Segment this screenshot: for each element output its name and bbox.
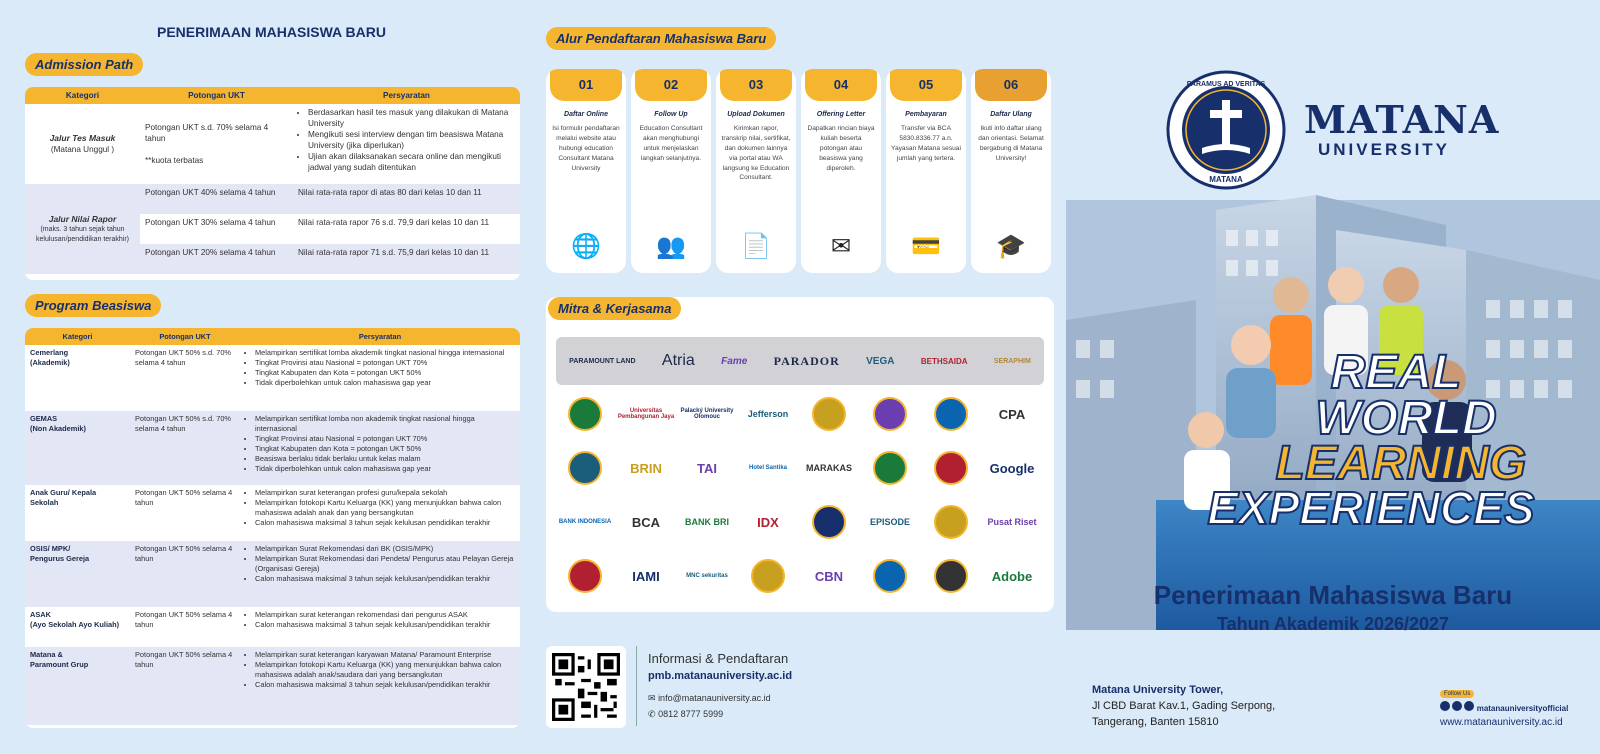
beasiswa-kategori: ASAK (Ayo Sekolah Ayo Kuliah) <box>30 610 120 629</box>
beasiswa-req: • Melampirkan sertifikat lomba akademik tingkat nasional hingga internasional • Tingkat Provinsi atau Nasional = potongan UKT 70% • Tingkat Kabupaten dan Kota = potongan UKT 50% • Tidak diperbolehkan untuk calon mahasiswa gap year <box>240 345 520 411</box>
partner-logo <box>556 553 614 599</box>
partner-logo-text: CPA <box>998 406 1026 422</box>
partner-logo <box>617 445 675 491</box>
partner-logo <box>800 445 858 491</box>
partner-strip <box>556 337 1044 385</box>
phone-row[interactable]: ✆ 0812 8777 5999 <box>648 709 724 719</box>
logo-vega: VEGA <box>866 355 895 367</box>
partner-logo <box>739 391 797 437</box>
partner-logo-text: Palacký University Olomouc <box>680 408 734 420</box>
partner-logo-text: MNC sekuritas <box>686 573 728 579</box>
globe-icon: 🌐 <box>571 233 601 260</box>
graduation-icon: 🎓 <box>996 233 1026 260</box>
beasiswa-req: • Melampirkan sertifikat lomba non akademik tingkat nasional hingga internasional • Tingkat Provinsi atau Nasional = potongan UKT 70% • Tingkat Kabupaten dan Kota = potongan UKT 50% • Beasiswa berlaku tidak berlaku untuk kelas malam • Tidak diperbolehkan untuk calon mahasiswa gap year <box>240 411 520 485</box>
tiktok-icon[interactable] <box>1464 701 1474 711</box>
social-row[interactable]: matanauniversityofficial <box>1440 701 1568 713</box>
hero-line-3: LEARNING <box>1275 437 1527 491</box>
mitra-label: Mitra & Kerjasama <box>548 297 681 320</box>
col-persyaratan: Persyaratan <box>240 328 520 345</box>
partner-logo-grid <box>556 391 1044 606</box>
partner-logo-text: Universitas Pembangunan Jaya <box>617 408 675 420</box>
partner-seal-icon <box>568 397 602 431</box>
partner-seal-icon <box>873 559 907 593</box>
partner-logo <box>678 391 736 437</box>
beasiswa-kategori: Anak Guru/ Kepala Sekolah <box>30 488 97 507</box>
partner-seal-icon <box>873 397 907 431</box>
step-2: 02 Follow Up Education Consultant akan menghubungi untuk menjelaskan langkah selanjutnya. 👥 <box>631 69 711 273</box>
program-beasiswa-label: Program Beasiswa <box>25 294 161 317</box>
logo-bethsaida: BETHSAIDA <box>920 356 968 366</box>
hero-panel <box>1066 0 1600 754</box>
partner-logo-text: Hotel Santika <box>748 465 787 471</box>
logo-seraphim: SERAPHIM <box>993 357 1031 365</box>
beasiswa-kategori: OSIS/ MPK/ Pengurus Gereja <box>25 541 130 607</box>
payment-icon: 💳 <box>911 233 941 260</box>
website-link[interactable]: www.matanauniversity.ac.id <box>1440 717 1563 728</box>
beasiswa-ukt: Potongan UKT 50% selama 4 tahun <box>135 488 233 507</box>
partner-seal-icon <box>873 451 907 485</box>
partner-logo-text: IDX <box>757 514 779 530</box>
logo-paramount: PARAMOUNT LAND <box>569 357 636 365</box>
partner-logo <box>861 445 919 491</box>
tes-req: • Berdasarkan hasil tes masuk yang dilakukan di Matana University • Mengikuti sesi interview dengan tim beasiswa Matana University (jika diperlukan) • Ujian akan dilaksanakan secara online dan mengikuti jadwal yang sudah ditentukan <box>293 104 520 184</box>
contact-title: Informasi & Pendaftaran <box>648 651 789 666</box>
qr-code <box>546 646 626 728</box>
partner-logo <box>739 553 797 599</box>
rapor-kategori: Jalur Nilai Rapor (maks. 3 tahun sejak tahun kelulusan/pendidikan terakhir) <box>25 184 140 274</box>
partner-logo <box>922 445 980 491</box>
beasiswa-req: • Melampirkan surat keterangan rekomendasi dari pengurus ASAK • Calon mahasiswa maksimal 3 tahun sejak kelulusan/pendidikan terakhir <box>240 607 520 647</box>
tes-ukt: Potongan UKT s.d. 70% selama 4 tahun **kuota terbatas <box>145 122 269 166</box>
logo-atria: Atria <box>661 352 695 369</box>
whatsapp-icon: ✆ <box>648 709 656 719</box>
partner-logo <box>861 499 919 545</box>
email-row[interactable]: ✉ info@matanauniversity.ac.id <box>648 693 771 703</box>
consultant-icon: 👥 <box>656 233 686 260</box>
brand-name: MATANA <box>1304 97 1500 142</box>
alur-label: Alur Pendaftaran Mahasiswa Baru <box>546 27 776 50</box>
address-block: Matana University Tower, Jl CBD Barat Kav.1, Gading Serpong, Tangerang, Banten 15810 <box>1092 684 1276 728</box>
partner-logo <box>861 553 919 599</box>
partner-logo-text: IAMI <box>632 568 660 584</box>
partner-logo <box>617 391 675 437</box>
rapor-ukt-1: Potongan UKT 40% selama 4 tahun <box>140 184 293 214</box>
partner-seal-icon <box>934 397 968 431</box>
partner-logo <box>922 499 980 545</box>
partner-logo-text: MARAKAS <box>806 463 852 473</box>
partner-logo-text: TAI <box>697 460 717 476</box>
col-kategori: Kategori <box>25 87 140 104</box>
rapor-req-2: Nilai rata-rata rapor 76 s.d. 79,9 dari kelas 10 dan 11 <box>298 218 489 227</box>
hero-line-1: REAL <box>1330 346 1462 399</box>
step-1: 01 Daftar Online Isi formulir pendaftaran melalui website atau hubungi education Consultant Matana University 🌐 <box>546 69 626 273</box>
partner-logo <box>556 499 614 545</box>
matana-seal-logo <box>1166 70 1286 190</box>
beasiswa-table <box>25 328 520 728</box>
beasiswa-kategori: Matana & Paramount Grup <box>25 647 130 725</box>
pmb-title: Penerimaan Mahasiswa Baru <box>1153 580 1513 610</box>
partner-logo-text: CBN <box>814 568 844 584</box>
hero-headline <box>1176 346 1536 534</box>
partner-logo <box>739 445 797 491</box>
step-4: 04 Offering Letter Dapatkan rincian biaya kuliah beserta potongan atau beasiswa yang diperoleh. ✉ <box>801 69 881 273</box>
svg-text:PARAMUS AD VERITAS: PARAMUS AD VERITAS <box>1186 81 1266 88</box>
beasiswa-kategori: Cemerlang (Akademik) <box>30 348 70 367</box>
page-title: PENERIMAAN MAHASISWA BARU <box>157 24 386 40</box>
partner-logo-text: BCA <box>631 514 661 530</box>
partner-seal-icon <box>934 505 968 539</box>
partner-seal-icon <box>812 505 846 539</box>
logo-fame: Fame <box>721 355 748 367</box>
partner-logo <box>800 553 858 599</box>
partner-logo-text: BANK INDONESIA <box>558 519 612 525</box>
partner-logo <box>983 391 1041 437</box>
partner-logo <box>617 499 675 545</box>
rapor-req-1: Nilai rata-rata rapor di atas 80 dari kelas 10 dan 11 <box>293 184 520 214</box>
partner-logo <box>800 391 858 437</box>
beasiswa-kategori: GEMAS (Non Akademik) <box>25 411 130 485</box>
partner-logo-text: BRIN <box>630 460 662 476</box>
partner-seal-icon <box>934 559 968 593</box>
rapor-req-3: Nilai rata-rata rapor 71 s.d. 75,9 dari kelas 10 dan 11 <box>293 244 520 274</box>
partner-logo-text: Jefferson <box>747 409 789 419</box>
partner-seal-icon <box>934 451 968 485</box>
brand-sub: UNIVERSITY <box>1318 140 1451 159</box>
partner-seal-icon <box>751 559 785 593</box>
partner-seal-icon <box>812 397 846 431</box>
partner-logo <box>922 391 980 437</box>
partner-logo-text: EPISODE <box>869 517 910 527</box>
envelope-icon: ✉ <box>830 233 852 260</box>
hero-line-2: WORLD <box>1315 391 1497 445</box>
svg-text:MATANA: MATANA <box>1209 175 1243 184</box>
partner-logo <box>678 499 736 545</box>
building-illustration <box>1066 0 1600 630</box>
partner-logo <box>983 553 1041 599</box>
step-5: 05 Pembayaran Transfer via BCA 5830.8336.77 a.n. Yayasan Matana sesuai jumlah yang tertera. 💳 <box>886 69 966 273</box>
admission-table <box>25 87 520 280</box>
step-3: 03 Upload Dokumen Kirimkan rapor, transkrip nilai, sertifikat, dan dokumen lainnya via portal atau WA langsung ke Education Consultant. 📄 <box>716 69 796 273</box>
beasiswa-req: • Melampirkan Surat Rekomendasi dari BK (OSIS/MPK) • Melampirkan Surat Rekomendasi dari Pendeta/ Pengurus atau Pelayan Gereja (Organisasi Gereja) • Calon mahasiswa maksimal 3 tahun sejak kelulusan/pendidikan terakhir <box>240 541 520 607</box>
partner-logo <box>983 499 1041 545</box>
step-6: 06 Daftar Ulang Ikuti info daftar ulang dan orientasi. Selamat bergabung di Matana University! 🎓 <box>971 69 1051 273</box>
follow-badge: Follow Us <box>1440 690 1474 698</box>
partner-logo <box>739 499 797 545</box>
contact-url[interactable]: pmb.matanauniversity.ac.id <box>648 670 793 682</box>
partner-logo <box>617 553 675 599</box>
beasiswa-req: • Melampirkan surat keterangan profesi guru/kepala sekolah • Melampirkan fotokopi Kartu Keluarga (KK) yang menunjukkan bahwa calon mahasiswa adalah anak dan yang bersangkutan • Calon mahasiswa maksimal 3 tahun sejak kelulusan pendidikan terakhir <box>240 485 520 541</box>
email-icon: ✉ <box>648 693 656 703</box>
partner-logo <box>861 391 919 437</box>
hero-line-4: EXPERIENCES <box>1207 481 1535 534</box>
partner-logo-text: Adobe <box>991 568 1033 584</box>
partner-logo-text: BANK BRI <box>685 517 729 527</box>
partner-logo-text: Pusat Riset <box>987 517 1037 527</box>
beasiswa-ukt: Potongan UKT 50% s.d. 70% selama 4 tahun <box>130 411 240 485</box>
beasiswa-ukt: Potongan UKT 50% selama 4 tahun <box>135 610 233 629</box>
partner-seal-icon <box>568 451 602 485</box>
partner-logo <box>800 499 858 545</box>
instagram-icon[interactable] <box>1452 701 1462 711</box>
rapor-ukt-3: Potongan UKT 20% selama 4 tahun <box>140 244 293 274</box>
upload-document-icon: 📄 <box>741 233 771 260</box>
partner-logo <box>556 391 614 437</box>
partner-seal-icon <box>568 559 602 593</box>
beasiswa-req: • Melampirkan surat keterangan karyawan Matana/ Paramount Enterprise • Melampirkan fotokopi Kartu Keluarga (KK) yang menunjukkan bahwa calon mahasiswa adalah anak/saudara dari yang bersangkutan • Calon mahasiswa maksimal 3 tahun sejak kelulusan/pendidikan terakhir <box>240 647 520 725</box>
logo-parador: PARADOR <box>773 353 840 368</box>
facebook-icon[interactable] <box>1440 701 1450 711</box>
partner-logo <box>678 553 736 599</box>
col-persyaratan: Persyaratan <box>293 87 520 104</box>
partner-logo <box>678 445 736 491</box>
col-ukt: Potongan UKT <box>130 328 240 345</box>
partner-logo <box>922 553 980 599</box>
col-kategori: Kategori <box>25 328 130 345</box>
pmb-year: Tahun Akademik 2026/2027 <box>1216 614 1450 634</box>
partner-logo <box>983 445 1041 491</box>
beasiswa-ukt: Potongan UKT 50% s.d. 70% selama 4 tahun <box>135 348 232 367</box>
rapor-ukt-2: Potongan UKT 30% selama 4 tahun <box>145 218 276 227</box>
partner-logo-text: Google <box>989 460 1035 476</box>
beasiswa-ukt: Potongan UKT 50% selama 4 tahun <box>130 647 240 725</box>
admission-path-label: Admission Path <box>25 53 143 76</box>
contact-divider <box>636 646 637 726</box>
partner-logo <box>556 445 614 491</box>
col-ukt: Potongan UKT <box>140 87 293 104</box>
beasiswa-ukt: Potongan UKT 50% selama 4 tahun <box>130 541 240 607</box>
tes-kategori: Jalur Tes Masuk (Matana Unggul ) <box>49 132 116 155</box>
